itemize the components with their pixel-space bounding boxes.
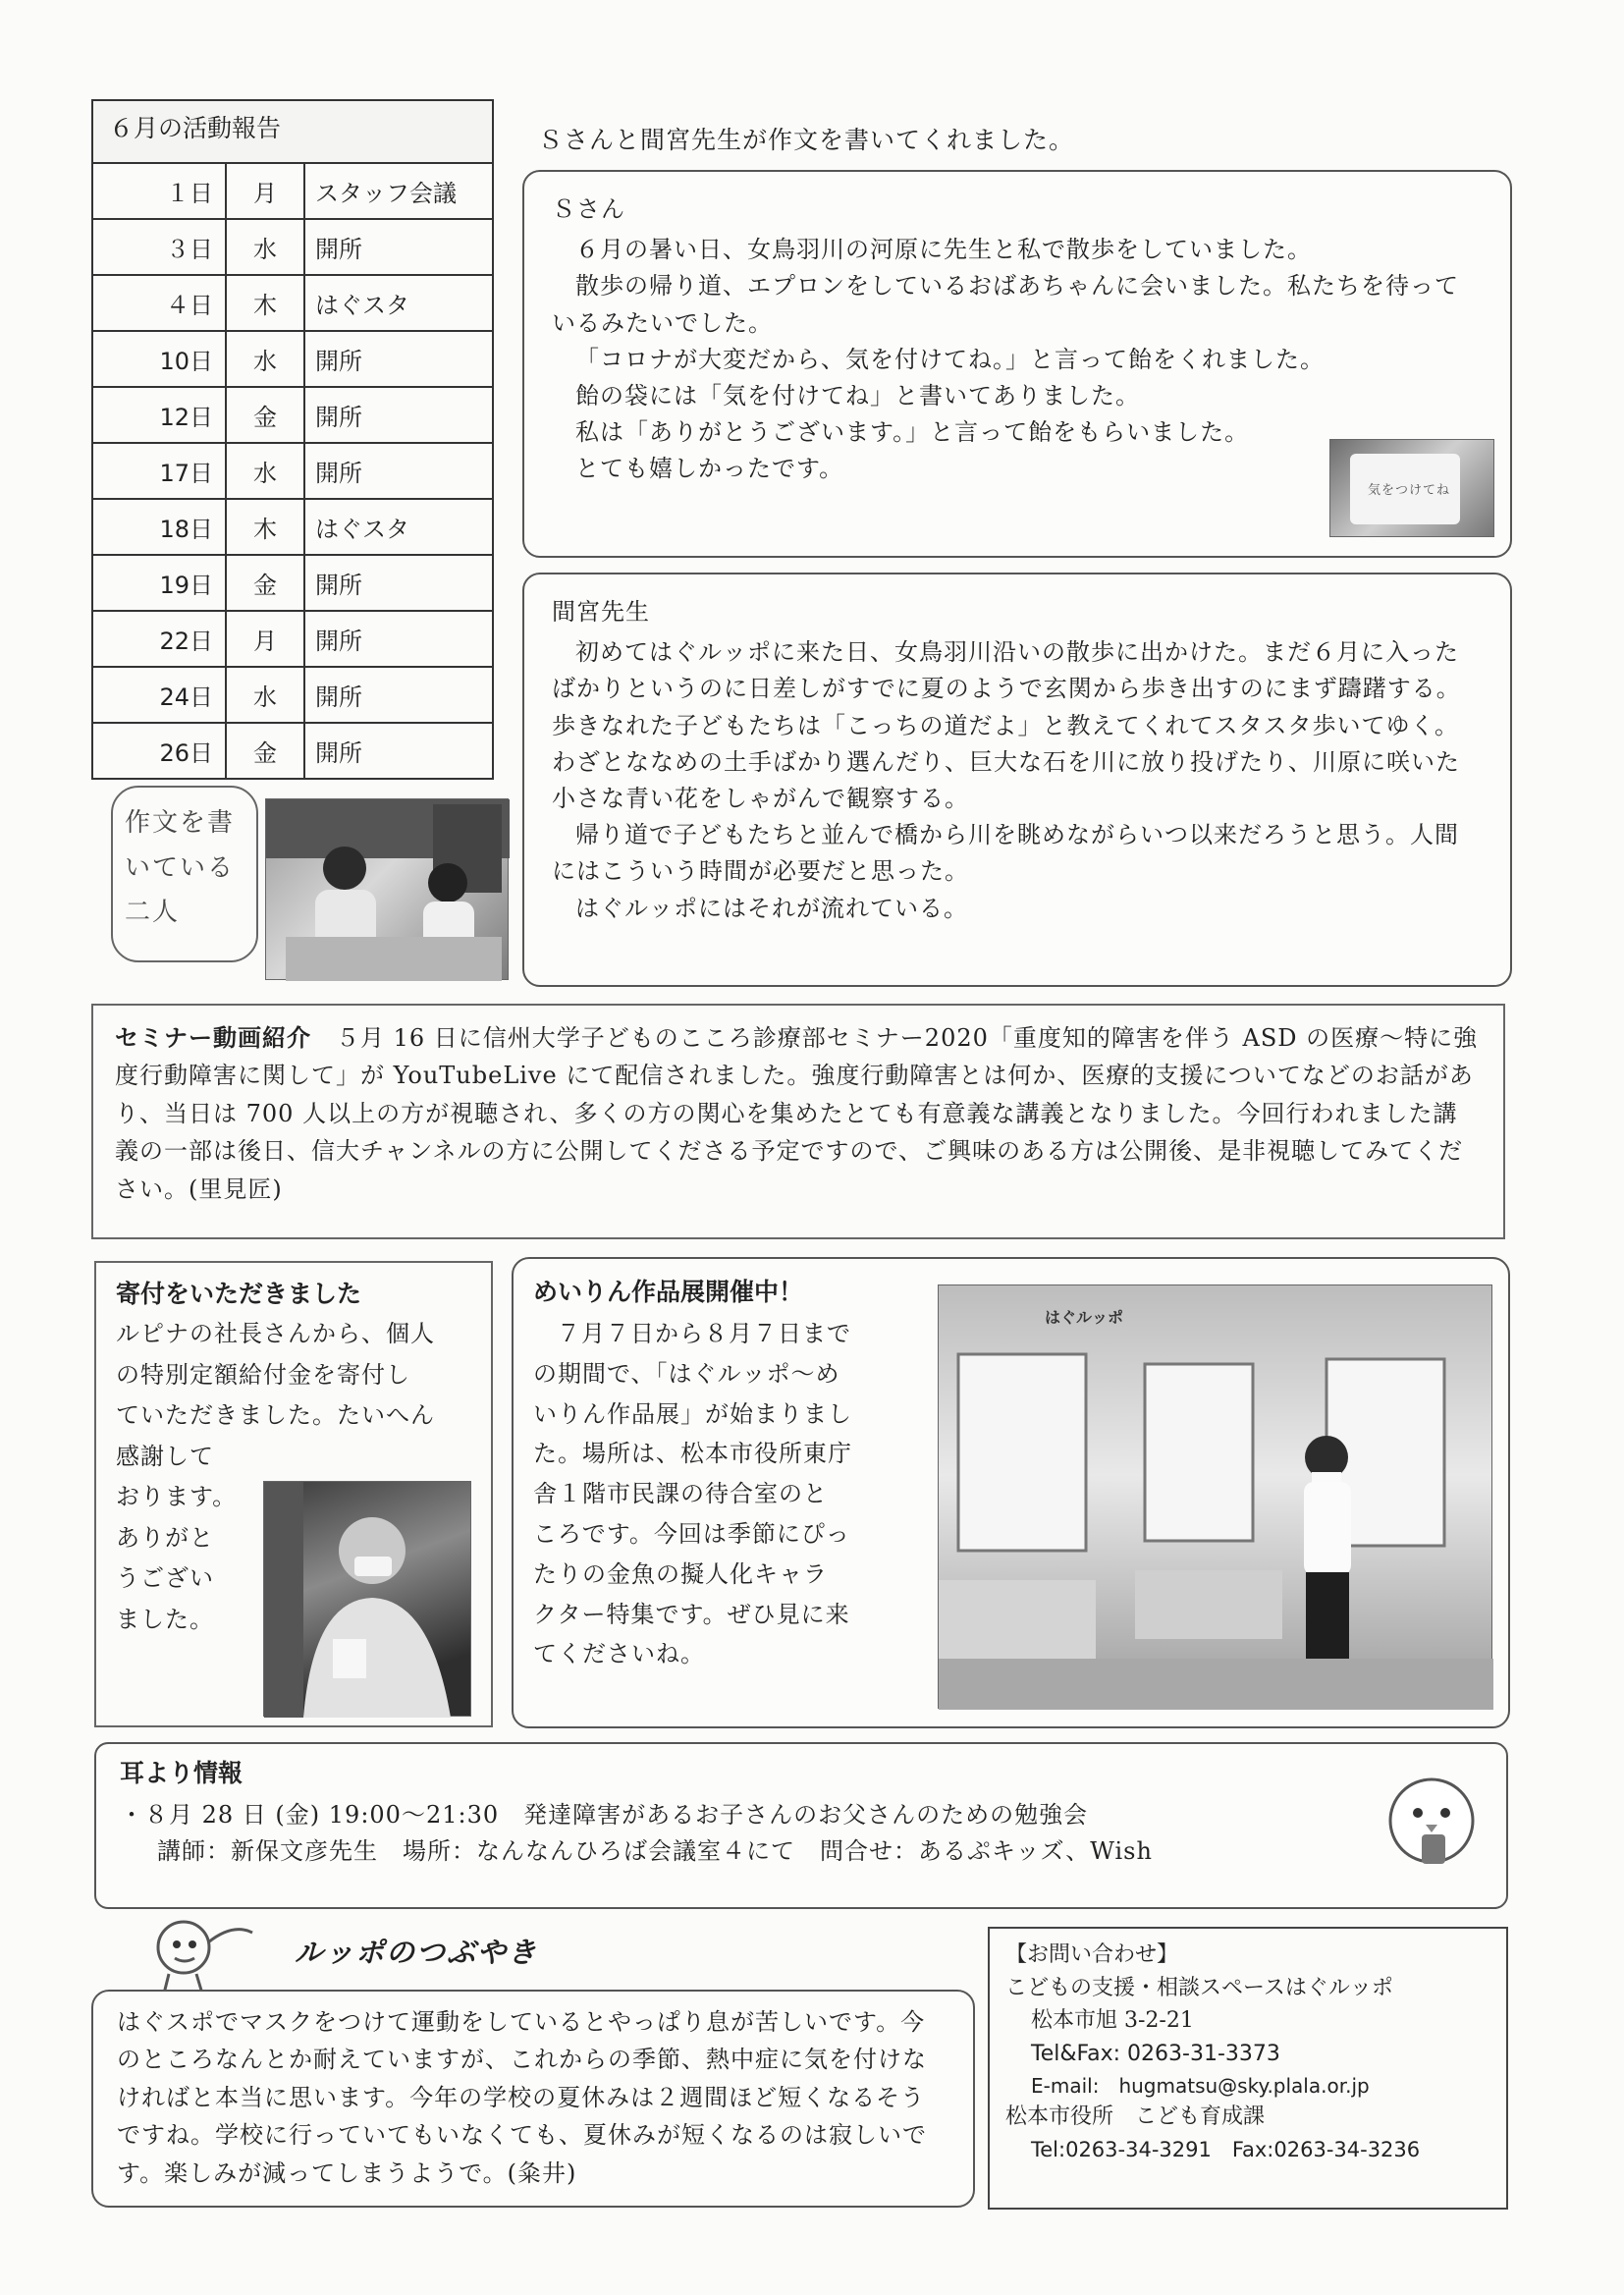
exhibition-sign: はぐルッポ — [1045, 1308, 1124, 1327]
mamiya-paragraph: はぐルッポにはそれが流れている。 — [575, 894, 968, 922]
activity-day: １日 — [92, 163, 226, 219]
activity-event: 開所 — [304, 443, 493, 499]
exhibition-line: てくださいね。 — [533, 1640, 705, 1668]
contact-city: 松本市役所 こども育成課 — [1005, 2104, 1266, 2130]
exhibition-title: めいりん作品展開催中！ — [533, 1278, 804, 1306]
activity-weekday: 木 — [226, 499, 304, 555]
activity-weekday: 月 — [226, 611, 304, 667]
activity-day: 22日 — [92, 611, 226, 667]
mamiya-paragraph: 初めてはぐルッポに来た日、女鳥羽川沿いの散歩に出かけた。まだ６月に入ったばかりというのに日差しがすでに夏のようで玄関から歩き出すのにまず躊躇する。歩きなれた子どもたちは「こっちの道だよ」と教えてくれてスタスタ歩いてゆく。わざとななめの土手ばかり選んだり、巨大な石を川に放り投げたり、川原に咲いた小さな青い花をしゃがんで観察する。 — [552, 638, 1461, 812]
activity-row — [92, 163, 493, 219]
bird-mascot-icon — [1375, 1762, 1483, 1870]
writing-photo-figures — [266, 799, 510, 981]
caption-line: 二人 — [125, 898, 181, 927]
caption-line: 作文を書 — [125, 808, 236, 838]
activity-table — [91, 162, 494, 780]
s-san-author: Ｓさん — [552, 195, 625, 223]
activity-report — [91, 99, 494, 780]
activity-row — [92, 275, 493, 331]
activity-day: 10日 — [92, 331, 226, 387]
contact-box — [988, 1927, 1508, 2210]
activity-weekday: 水 — [226, 667, 304, 723]
writing-photo — [265, 798, 509, 980]
contact-city-tel: Tel:0263-34-3291 Fax:0263-34-3236 — [1031, 2137, 1421, 2161]
donation-line: うござい — [116, 1564, 214, 1593]
activity-row — [92, 667, 493, 723]
activity-weekday: 金 — [226, 555, 304, 611]
activity-event: 開所 — [304, 387, 493, 443]
exhibition-box — [512, 1257, 1510, 1728]
mamiya-author: 間宮先生 — [552, 598, 650, 626]
activity-day: ４日 — [92, 275, 226, 331]
activity-row — [92, 219, 493, 275]
activity-weekday: 月 — [226, 163, 304, 219]
exhibition-line: クター特集です。ぜひ見に来 — [533, 1600, 850, 1628]
activity-event: 開所 — [304, 611, 493, 667]
s-san-paragraph: 散歩の帰り道、エプロンをしているおばあちゃんに会いました。私たちを待っているみたいでした。 — [552, 272, 1459, 337]
seminar-title: セミナー動画紹介 — [115, 1024, 311, 1052]
donation-line: おります。 — [116, 1483, 238, 1511]
s-san-paragraph: とても嬉しかったです。 — [575, 455, 844, 483]
s-san-paragraph: 飴の袋には「気を付けてね」と書いてありました。 — [575, 381, 1140, 410]
news-line-2: 講師：新保文彦先生 場所：なんなんひろば会議室４にて 問合せ：あるぷキッズ、Wish — [157, 1837, 1153, 1866]
exhibition-line: の期間で、「はぐルッポ〜め — [533, 1359, 840, 1388]
activity-event: 開所 — [304, 331, 493, 387]
activity-day: 26日 — [92, 723, 226, 779]
donation-box — [94, 1261, 493, 1727]
donation-line: ました。 — [116, 1605, 214, 1633]
activity-title: ６月の活動報告 — [91, 99, 494, 162]
activity-row — [92, 443, 493, 499]
candy-bag — [1350, 454, 1460, 524]
exhibition-line: 舎１階市民課の待合室のと — [533, 1480, 828, 1508]
seminar-body: ５月 16 日に信州大学子どものこころ診療部セミナー2020「重度知的障害を伴う ASD の医療〜特に強度行動障害に関して」が YouTubeLive にて配信されました。強度行動障害とは何か、医療的支援についてなどのお話があり、当日は 700 人以上の方が視聴され、多くの方の関心を集めたとても有意義な講義となりました。今回行われました講義の一部は後日、信大チャンネルの方に公開してくださる予定ですので、ご興味のある方は公開後、是非視聴してみてください。(里見匠) — [115, 1024, 1479, 1203]
donation-title: 寄付をいただきました — [116, 1280, 362, 1308]
caption-line: いている — [125, 852, 236, 883]
news-title: 耳より情報 — [120, 1759, 244, 1787]
news-line-1: ・８月 28 日 (金) 19:00〜21:30 発達障害があるお子さんのお父さんのための勉強会 — [120, 1801, 1089, 1829]
mamiya-paragraph: 帰り道で子どもたちと並んで橋から川を眺めながらいつ以来だろうと思う。人間にはこういう時間が必要だと思った。 — [552, 821, 1459, 886]
activity-event: スタッフ会議 — [304, 163, 493, 219]
activity-event: 開所 — [304, 723, 493, 779]
activity-row — [92, 387, 493, 443]
activity-event: はぐスタ — [304, 499, 493, 555]
exhibition-line: たりの金魚の擬人化キャラ — [533, 1559, 828, 1588]
s-san-paragraph: 私は「ありがとうございます。」と言って飴をもらいました。 — [575, 418, 1250, 447]
tsubuyaki-box — [91, 1990, 975, 2208]
activity-row — [92, 611, 493, 667]
contact-email: E-mail: hugmatsu@sky.plala.or.jp — [1031, 2073, 1370, 2098]
news-box — [94, 1742, 1508, 1909]
activity-weekday: 木 — [226, 275, 304, 331]
activity-day: 24日 — [92, 667, 226, 723]
mascot-doodle-icon — [139, 1903, 257, 1996]
s-san-paragraph: 「コロナが大変だから、気を付けてね。」と言って飴をくれました。 — [575, 345, 1325, 373]
seminar-box — [91, 1004, 1505, 1239]
activity-day: 18日 — [92, 499, 226, 555]
tsubuyaki-title: ルッポのつぶやき — [295, 1936, 539, 1969]
activity-row — [92, 331, 493, 387]
candy-label: 気をつけてね — [1368, 483, 1451, 498]
activity-event: 開所 — [304, 555, 493, 611]
activity-weekday: 水 — [226, 443, 304, 499]
activity-event: 開所 — [304, 219, 493, 275]
exhibition-photo — [938, 1284, 1492, 1709]
activity-day: 12日 — [92, 387, 226, 443]
activity-event: はぐスタ — [304, 275, 493, 331]
donor-photo — [263, 1481, 471, 1717]
activity-event: 開所 — [304, 667, 493, 723]
s-san-paragraph: ６月の暑い日、女鳥羽川の河原に先生と私で散歩をしていました。 — [575, 236, 1312, 264]
activity-weekday: 水 — [226, 331, 304, 387]
donation-line: 感謝して — [116, 1442, 214, 1470]
exhibition-line: ７月７日から８月７日まで — [557, 1320, 851, 1347]
candy-photo — [1329, 439, 1494, 537]
caption-bubble — [111, 786, 258, 962]
contact-address: 松本市旭 3-2-21 — [1031, 2008, 1194, 2034]
activity-weekday: 金 — [226, 387, 304, 443]
donation-line: の特別定額給付金を寄付し — [116, 1360, 410, 1389]
activity-weekday: 金 — [226, 723, 304, 779]
essays-heading: Ｓさんと間宮先生が作文を書いてくれました。 — [538, 126, 1075, 154]
donor-figure — [264, 1482, 472, 1718]
mamiya-essay — [522, 573, 1512, 987]
contact-telfax: Tel&Fax: 0263-31-3373 — [1031, 2041, 1280, 2066]
tsubuyaki-body: はぐスポでマスクをつけて運動をしているとやっぱり息が苦しいです。今のところなんとか耐えていますが、これからの季節、熱中症に気を付けなければと本当に思います。今年の学校の夏休みは２週間ほど短くなるそうですね。学校に行っていてもいなくても、夏休みが短くなるのは寂しいです。楽しみが減ってしまうようで。(粂井) — [117, 2008, 927, 2187]
exhibition-line: た。場所は、松本市役所東庁 — [533, 1440, 852, 1468]
contact-org: こどもの支援・相談スペースはぐルッポ — [1005, 1975, 1393, 2000]
donation-line: ルピナの社長さんから、個人 — [116, 1320, 435, 1347]
s-san-essay — [522, 170, 1512, 558]
contact-title: 【お問い合わせ】 — [1005, 1942, 1179, 1967]
exhibition-line: ころです。今回は季節にぴっ — [533, 1519, 850, 1548]
activity-day: 17日 — [92, 443, 226, 499]
exhibition-line: いりん作品展」が始まりまし — [533, 1399, 852, 1428]
activity-row — [92, 555, 493, 611]
activity-day: ３日 — [92, 219, 226, 275]
exhibition-scene — [939, 1285, 1493, 1710]
activity-row — [92, 723, 493, 779]
donation-line: ていただきました。たいへん — [116, 1401, 435, 1430]
activity-weekday: 水 — [226, 219, 304, 275]
donation-line: ありがと — [116, 1523, 214, 1552]
activity-day: 19日 — [92, 555, 226, 611]
activity-row — [92, 499, 493, 555]
